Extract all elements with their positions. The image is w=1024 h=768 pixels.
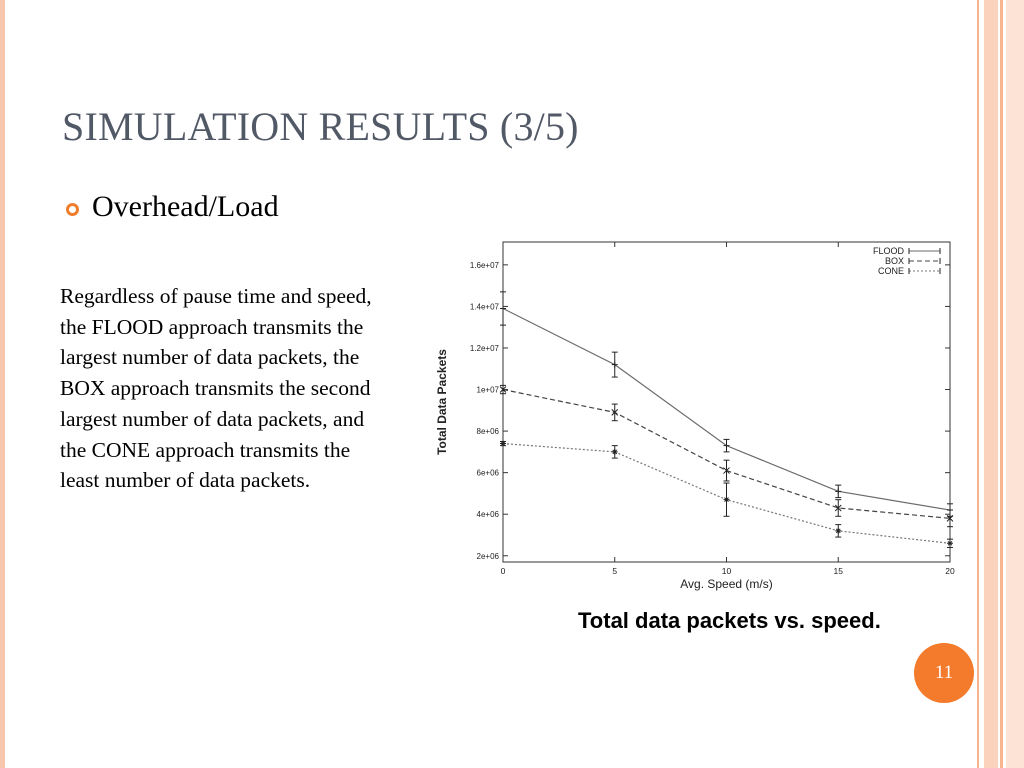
y-tick-label: 4e+06 [476,510,499,520]
right-stripe-decoration [1000,0,1003,768]
line-chart [428,236,958,598]
x-tick-label: 10 [721,566,732,576]
data-point-cone [835,528,841,534]
y-tick-label: 1e+07 [476,385,499,395]
legend-label: FLOOD [872,246,904,256]
y-tick-label: 2e+06 [476,551,499,561]
x-tick-label: 15 [833,566,843,576]
data-point-flood [835,488,841,494]
y-tick-label: 1.6e+07 [469,260,499,270]
x-tick-label: 5 [612,566,618,576]
chart-caption: Total data packets vs. speed. [578,608,881,633]
legend-label: BOX [884,256,904,266]
right-stripe-decoration [984,0,998,768]
y-tick-label: 1.4e+07 [469,302,499,312]
page-number-badge: 11 [914,643,974,703]
data-point-cone [947,540,953,546]
y-tick-label: 6e+06 [476,468,499,478]
x-axis-label: Avg. Speed (m/s) [680,577,773,591]
y-tick-label: 8e+06 [476,427,499,437]
y-axis-label: Total Data Packets [435,349,449,455]
right-stripe-decoration [1006,0,1024,768]
data-point-cone [724,497,730,503]
slide-title: SIMULATION RESULTS (3/5) [62,104,579,149]
bullet-heading: Overhead/Load [92,190,279,223]
x-tick-label: 0 [500,566,506,576]
x-tick-label: 20 [945,566,955,576]
body-paragraph: Regardless of pause time and speed, the FLOOD approach transmits the largest number of data packets, the BOX approach transmits the second largest number of data packets, and the CONE approach transmits the least number of data packets. [60,284,372,493]
right-stripe-decoration [977,0,979,768]
left-border-decoration [0,0,5,768]
bullet-ring-icon [66,203,79,216]
legend-label: CONE [877,266,904,276]
y-tick-label: 1.2e+07 [469,343,499,353]
data-point-cone [612,449,618,455]
